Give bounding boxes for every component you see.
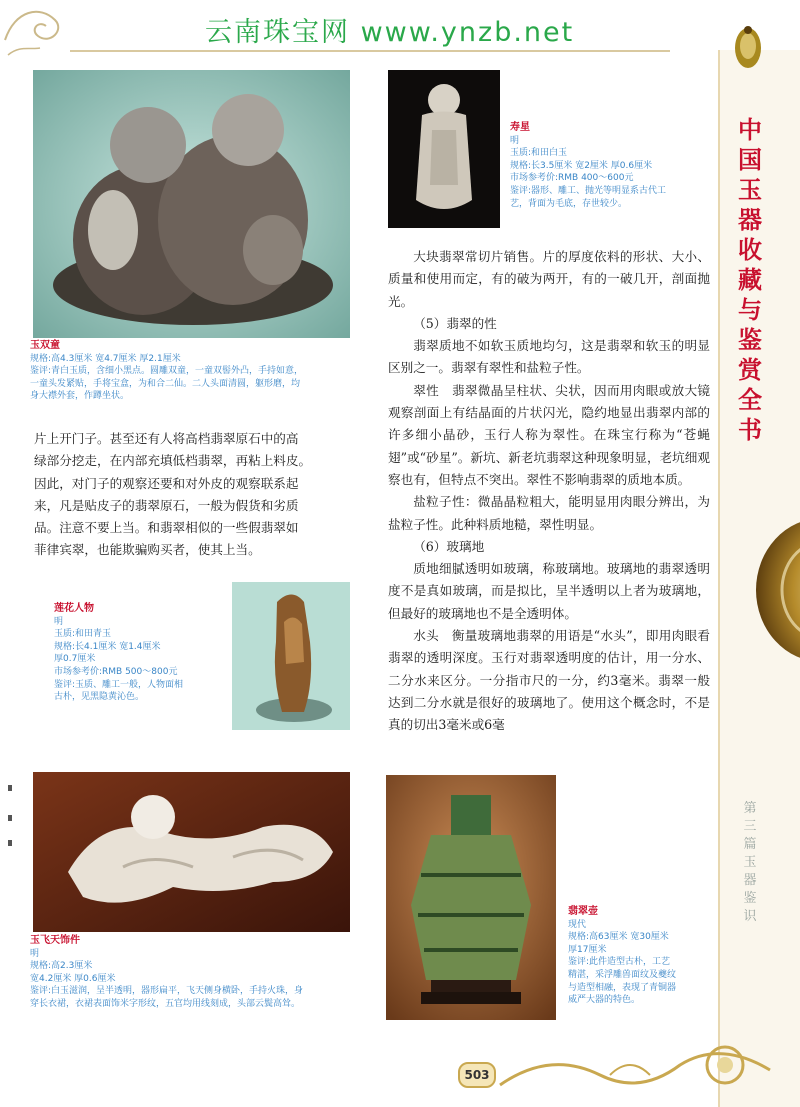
site-title: 云南珠宝网 www.ynzb.net	[205, 17, 575, 48]
caption-line: 古朴，见黑隐黄沁色。	[54, 692, 145, 703]
jade-bracelet-image	[752, 515, 800, 665]
body-line: 因此，对门子的观察还要和对外皮的观察联系起	[34, 475, 299, 491]
caption-line: 穿长衣裙，衣裙表面饰米字形纹，五官均用线刻成，头部云鬓高耸。	[30, 998, 301, 1009]
caption-era: 现代	[568, 919, 587, 930]
jade-ornament-icon	[728, 22, 768, 72]
yushuangtong-caption	[30, 340, 360, 403]
body-paragraph: 大块翡翠常切片销售。片的厚度依料的形状、大小、质量和使用而定，有的破为两开，有的一破几开，剖面抛光。	[388, 249, 710, 309]
caption-era: 明	[30, 948, 40, 959]
caption-line: 厚0.7厘米	[54, 654, 96, 665]
caption-line: 规格:高4.3厘米 宽4.7厘米 厚2.1厘米	[30, 353, 181, 364]
yushuangtong-photo	[33, 70, 350, 338]
body-line: 片上开门子。甚至还有人将高档翡翠原石中的高	[34, 431, 299, 446]
caption-line: 规格:长4.1厘米 宽1.4厘米	[54, 641, 161, 652]
body-text-right	[388, 246, 710, 737]
caption-line: 鉴评:青白玉质，含细小黑点。圆雕双童，一童双髻外凸，手持如意，	[30, 366, 304, 377]
caption-line: 玉质:和田青玉	[54, 629, 112, 640]
caption-line: 规格:高63厘米 宽30厘米	[568, 932, 669, 943]
lianhua-photo	[232, 582, 350, 730]
body-paragraph: 盐粒子性：微晶晶粒粗大，能明显用肉眼分辨出，为盐粒子性。此种料质地糙，翠性明显。	[388, 494, 710, 532]
caption-name: 玉双童	[30, 340, 60, 351]
feitian-caption	[30, 935, 370, 1011]
bottom-scroll-ornament	[490, 1030, 780, 1100]
caption-line: 宽4.2厘米 厚0.6厘米	[30, 973, 116, 984]
caption-era: 明	[510, 135, 520, 146]
section-heading: （6）玻璃地	[413, 538, 485, 554]
caption-line: 身大襟外套，作蹲坐状。	[30, 391, 130, 402]
body-paragraph: 翠性 翡翠微晶呈柱状、尖状，因而用肉眼或放大镜观察剖面上有结晶面的片状闪光，隐约地显出翡翠内部的许多细小晶砂，玉行人称为翠性。在珠宝行称为“苍蝇翅”或“砂星”。新坑、新老坑翡翠这种现象明显，老坑细观察也有，但特点不突出。翠性不影响翡翠的质地本质。	[388, 382, 710, 487]
shouxing-caption	[510, 122, 715, 210]
feicuihu-photo	[386, 775, 556, 1020]
caption-line: 规格:高2.3厘米	[30, 961, 93, 972]
caption-line: 厚17厘米	[568, 944, 607, 955]
caption-line: 精湛，采浮雕兽面纹及夔纹	[568, 969, 677, 980]
feitian-photo	[33, 772, 350, 932]
header-divider	[70, 50, 670, 52]
body-line: 来，凡是贴皮子的翡翠原石，一般为假货和劣质	[34, 497, 299, 513]
caption-line: 与造型相融，表现了青铜器	[568, 982, 677, 993]
body-line: 品。注意不要上当。和翡翠相似的一些假翡翠如	[34, 520, 299, 536]
caption-name: 玉飞天饰件	[30, 935, 80, 946]
body-line: 菲律宾翠，也能欺骗购买者，使其上当。	[34, 542, 261, 558]
feicuihu-caption	[568, 906, 714, 1007]
caption-line: 艺，背面为毛底，存世较少。	[510, 198, 628, 209]
caption-line: 市场参考价:RMB 500～800元	[54, 666, 178, 677]
section-heading: （5）翡翠的性	[413, 315, 497, 331]
body-line: 绿部分挖走，在内部充填低档翡翠，再粘上料皮。	[34, 453, 312, 469]
caption-line: 一童头发紧贴，手将宝盒，为和合二仙。二人头面清圆，躯形磨，均	[30, 378, 301, 389]
binding-marks	[6, 780, 16, 900]
caption-line: 鉴评:白玉滋润，呈半透明，器形扁平，飞天侧身横卧，手持火珠，身	[30, 986, 304, 997]
caption-line: 鉴评:此件造型古朴，工艺	[568, 957, 671, 968]
caption-line: 鉴评:玉质、雕工一般，人物面相	[54, 679, 184, 690]
caption-name: 寿星	[510, 122, 530, 133]
body-text-left	[34, 428, 356, 562]
body-paragraph: 翡翠质地不如软玉质地均匀，这是翡翠和软玉的明显区别之一。翡翠有翠性和盐粒子性。	[388, 338, 710, 376]
caption-line: 市场参考价:RMB 400～600元	[510, 173, 634, 184]
caption-line: 玉质:和田白玉	[510, 148, 568, 159]
caption-line: 鉴评:器形、雕工、抛光等明显系古代工	[510, 185, 667, 196]
caption-name: 翡翠壶	[568, 906, 598, 917]
caption-line: 威严大器的特色。	[568, 995, 641, 1006]
body-paragraph: 水头 衡量玻璃地翡翠的用语是“水头”，即用肉眼看翡翠的透明深度。玉行对翡翠透明度的估计，用一分水、二分水来区分。一分指市尺的一分，约3毫米。翡翠一般达到二分水就是很好的玻璃地了。使用这个概念时，不是真的切出3毫米或6毫	[388, 628, 710, 733]
caption-name: 莲花人物	[54, 603, 94, 614]
shouxing-photo	[388, 70, 500, 228]
caption-era: 明	[54, 616, 64, 627]
book-title: 中国玉器收藏与鉴赏全书	[738, 115, 762, 444]
section-label: 第三篇 玉器鉴识	[743, 801, 757, 924]
lianhua-caption	[54, 603, 229, 704]
caption-line: 规格:长3.5厘米 宽2厘米 厚0.6厘米	[510, 160, 653, 171]
body-paragraph: 质地细腻透明如玻璃，称玻璃地。玻璃地的翡翠透明度不是真如玻璃，而是拟比，呈半透明以上者为玻璃地，但最好的玻璃地也不是全透明体。	[388, 561, 710, 621]
page-number: 503	[458, 1062, 496, 1088]
